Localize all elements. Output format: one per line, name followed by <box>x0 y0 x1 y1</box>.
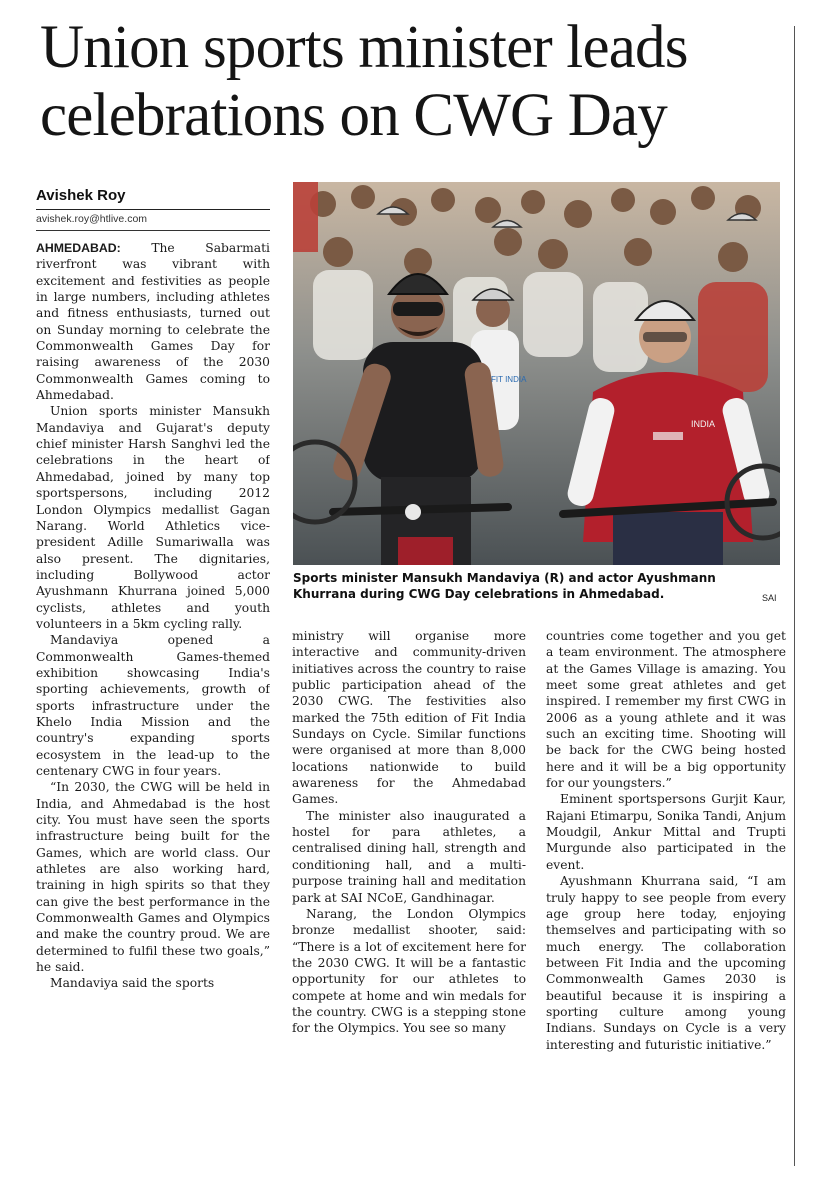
byline <box>36 186 270 231</box>
column-rule <box>794 26 795 1166</box>
paragraph-7-continued: countries come together and you get a team environment. The atmosphere at the Games Village is amazing. You meet some great athletes and get inspired. I remember my first CWG in 2006 as a young athlete and it was such an exciting time. Shooting will be back for the CWG being hosted here and it will be a big opportunity for our youngsters.” <box>546 629 786 791</box>
news-photo-cycling-rally <box>293 182 780 565</box>
headline: Union sports minister leads celebrations on CWG Day <box>40 14 688 149</box>
paragraph-4: “In 2030, the CWG will be held in India, and Ahmedabad is the host city. You must have seen the sports infrastructure being built for the Games, which are world class. Our athletes are also working hard, training in high spirits so that they can give the best performance in the Commonwealth Games and Olympics and make the country proud. We are determined to fulfil these two goals,” he said. <box>36 780 270 975</box>
dateline: AHMEDABAD: <box>36 241 121 255</box>
paragraph-8: Eminent sportspersons Gurjit Kaur, Rajani Etimarpu, Sonika Tandi, Anjum Moudgil, Ankur Mittal and Trupti Murgunde also participated in the event. <box>546 792 786 872</box>
jersey-print: INDIA <box>691 419 716 429</box>
author-name: Avishek Roy <box>36 186 270 210</box>
article-column-3 <box>546 628 786 1172</box>
paragraph-1-text: The Sabarmati riverfront was vibrant with excitement and festivities as people in large numbers, including athletes and fitness enthusiasts, turned out on Sunday morning to celebrate the Commonwealth Games Day for raising awareness of the 2030 Commonwealth Games coming to Ahmedabad. <box>36 241 270 403</box>
paragraph-7-start: Narang, the London Olympics bronze medallist shooter, said: “There is a lot of excitement here for the 2030 CWG. It will be a fantastic opportunity for our athletes to compete at home and win medals for the country. CWG is a stepping stone for the Olympics. You see so many <box>292 906 526 1036</box>
photo-caption: Sports minister Mansukh Mandaviya (R) and actor Ayushmann Khurrana during CWG Day celebrations in Ahmedabad. <box>293 571 716 601</box>
paragraph-5-continued: ministry will organise more interactive and community-driven initiatives across the country to raise public participation ahead of the 2030 CWG. The festivities also marked the 75th edition of Fit India Sundays on Cycle. Similar functions were organised at more than 8,000 locations nationwide to build awareness for the Ahmedabad Games. <box>292 629 526 807</box>
shirt-print: FIT INDIA <box>491 375 527 384</box>
paragraph-3: Mandaviya opened a Commonwealth Games-themed exhibition showcasing India's sporting achievements, growth of sports infrastructure under the Khelo India Mission and the country's expanding sports ecosystem in the lead-up to the centenary CWG in four years. <box>36 633 270 778</box>
article-column-1 <box>36 240 270 1172</box>
paragraph-lead <box>36 240 270 403</box>
paragraph-5-start: Mandaviya said the sports <box>50 976 215 991</box>
article-column-2 <box>292 628 526 1172</box>
paragraph-6: The minister also inaugurated a hostel for para athletes, a centralised dining hall, strength and conditioning hall, and a multi-purpose training hall and meditation park at SAI NCoE, Gandhinagar. <box>292 808 526 905</box>
author-email: avishek.roy@htlive.com <box>36 210 270 231</box>
photo-credit: SAI <box>762 593 777 603</box>
paragraph-2: Union sports minister Mansukh Mandaviya and Gujarat's deputy chief minister Harsh Sanghvi led the celebrations in the heart of Ahmedabad, joined by many top sportspersons, including 2012 London Olympics medallist Gagan Narang. World Athletics vice-president Adille Sumariwalla was also present. The dignitaries, including Bollywood actor Ayushmann Khurrana joined 5,000 cyclists, athletes and youth volunteers in a 5km cycling rally. <box>36 404 270 631</box>
paragraph-9: Ayushmann Khurrana said, “I am truly happy to see people from every age group here today, enjoying themselves and participating with so much energy. The collaboration between Fit India and the upcoming Commonwealth Games 2030 is beautiful because it is inspiring a sporting culture among young Indians. Sundays on Cycle is a very interesting and futuristic initiative.” <box>546 874 786 1052</box>
